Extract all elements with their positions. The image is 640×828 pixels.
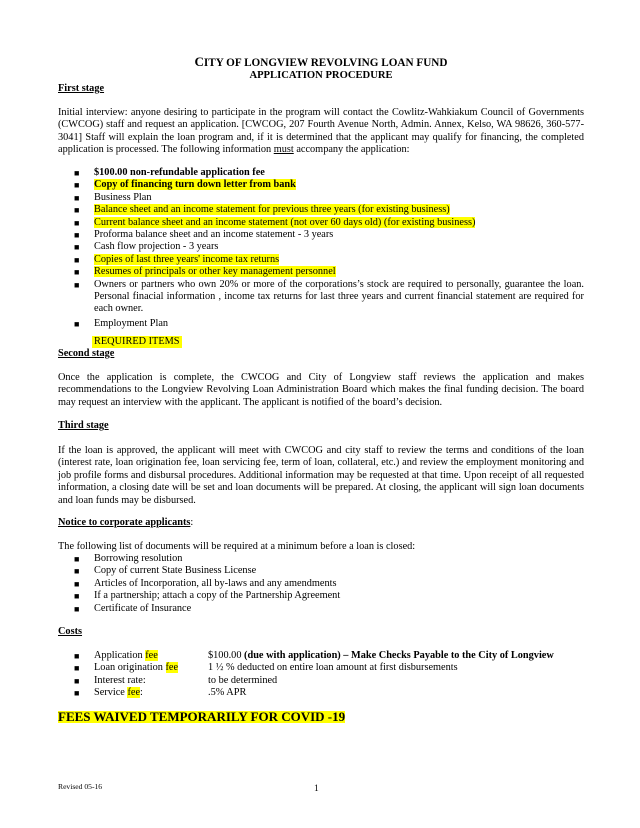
list-item: ■ Employment Plan (74, 317, 169, 329)
costs-list (58, 650, 584, 700)
required-items-list (58, 167, 584, 330)
closing-documents-list (58, 553, 584, 615)
bullet-icon: ■ (74, 242, 80, 253)
list-item: ■ Cash flow projection - 3 years (74, 241, 219, 253)
cost-row: ■ Loan origination fee 1 ½ % deducted on entire loan amount at first disbursements (74, 662, 458, 674)
bullet-icon: ■ (74, 603, 80, 614)
first-stage-paragraph: Initial interview: anyone desiring to participate in the program will contact the Cowlitz-Wahkiakum Council of Governments (CWCOG) staff and request an application. [CWCOG, 207 Fourth Avenue North, Admin. Annex, Kelso, WA 98626, 360-577-3041] Staff will explain the loan program and, if it is determined that the applicant may qualify for financing, the completed application is processed. The following information must accompany the application: (58, 107, 584, 156)
list-item: ■ Borrowing resolution (74, 553, 183, 564)
second-stage-heading: Second stage (58, 348, 115, 359)
bullet-icon: ■ (74, 205, 80, 216)
cost-row: ■ Interest rate: to be determined (74, 674, 278, 686)
cost-row: ■ Application fee $100.00 (due with application) – Make Checks Payable to the City of Longview (74, 650, 554, 661)
bullet-icon: ■ (74, 566, 80, 577)
third-stage-heading: Third stage (58, 420, 109, 431)
list-item: ■ Copies of last three years' income tax returns (74, 253, 280, 265)
document-title: CITY OF LONGVIEW REVOLVING LOAN FUND (194, 54, 448, 69)
bullet-icon: ■ (74, 279, 80, 290)
list-item: ■ Business Plan (74, 191, 152, 203)
second-stage-paragraph: Once the application is complete, the CWCOG and City of Longview staff reviews the application and makes recommendations to the Longview Revolving Loan Administration Board which makes the final funding decision. The board may request an interview with the applicant. The applicant is notified of the board’s decision. (58, 372, 584, 408)
list-item: ■ If a partnership; attach a copy of the Partnership Agreement (74, 590, 341, 602)
bullet-icon: ■ (74, 554, 80, 564)
notice-intro: The following list of documents will be required at a minimum before a loan is closed: (58, 541, 416, 552)
bullet-icon: ■ (74, 675, 80, 686)
bullet-icon: ■ (74, 267, 80, 278)
bullet-icon: ■ (74, 180, 80, 191)
list-item: ■ $100.00 non-refundable application fee (74, 167, 265, 178)
bullet-icon: ■ (74, 651, 80, 661)
third-stage-paragraph: If the loan is approved, the applicant will meet with CWCOG and city staff to review the terms and conditions of the loan (interest rate, loan origination fee, loan servicing fee, term of loan, collateral, etc.) and review the employment monitoring and job profile forms and disbursal procedures. Additional information may be requested at that time. Upon receipt of all requested information, a closing date will be set and loan documents will be prepared. At closing, the applicant will sign loan documents and loan funds may be disbursed. (58, 445, 584, 506)
list-item: ■ Copy of financing turn down letter from bank (74, 179, 296, 191)
bullet-icon: ■ (74, 230, 80, 241)
required-items-label: REQUIRED ITEMS (94, 336, 180, 347)
covid-notice: FEES WAIVED TEMPORARILY FOR COVID -19 (58, 709, 346, 724)
notice-heading: Notice to corporate applicants: (58, 517, 194, 528)
first-stage-heading: First stage (58, 83, 105, 94)
costs-heading: Costs (58, 626, 83, 637)
list-item: ■ Balance sheet and an income statement for previous three years (for existing business) (74, 204, 450, 216)
bullet-icon: ■ (74, 591, 80, 602)
bullet-icon: ■ (74, 578, 80, 589)
revision-label: Revised 05-16 (58, 782, 103, 791)
bullet-icon: ■ (74, 663, 80, 674)
list-item: ■ Articles of Incorporation, all by-laws and any amendments (74, 577, 337, 589)
cost-row: ■ Service fee: .5% APR (74, 687, 247, 699)
bullet-icon: ■ (74, 217, 80, 228)
bullet-icon: ■ (74, 254, 80, 265)
bullet-icon: ■ (74, 192, 80, 203)
bullet-icon: ■ (74, 318, 80, 329)
bullet-icon: ■ (74, 168, 80, 178)
page-number: 1 (314, 784, 319, 794)
list-item: ■ Copy of current State Business License (74, 565, 257, 577)
list-item: ■ Proforma balance sheet and an income statement - 3 years (74, 229, 334, 241)
bullet-icon: ■ (74, 688, 80, 699)
document-subtitle: APPLICATION PROCEDURE (249, 70, 393, 81)
list-item: ■ Owners or partners who own 20% or more of the corporations’s stock are required to personally, guarantee the loan. Personal finacial information , income tax returns for last three years and current financial statement are required for each owner. (74, 278, 584, 315)
list-item: ■ Current balance sheet and an income statement (not over 60 days old) (for existing business) (74, 216, 476, 228)
list-item: ■ Resumes of principals or other key management personnel (74, 266, 336, 278)
list-item: ■ Certificate of Insurance (74, 602, 192, 614)
